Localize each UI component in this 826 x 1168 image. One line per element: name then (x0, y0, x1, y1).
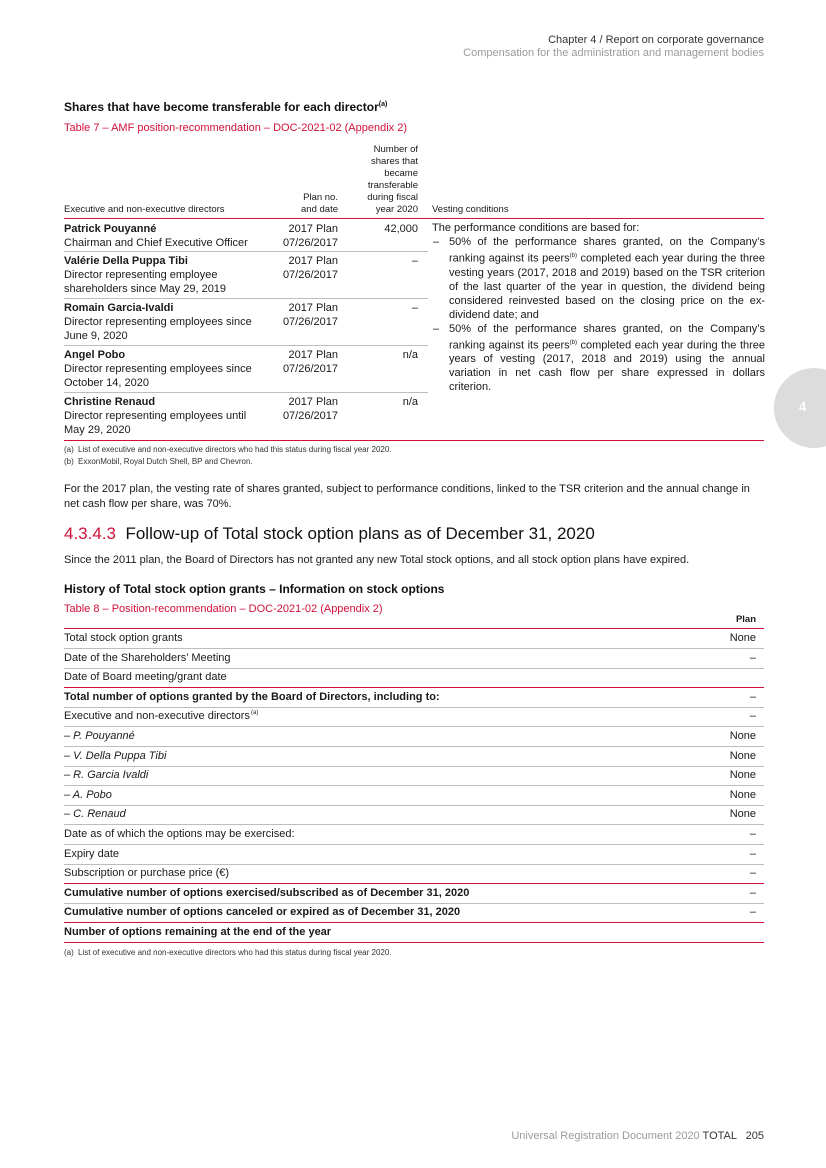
director-name: Valérie Della Puppa Tibi (64, 255, 188, 267)
row-label: – A. Pobo (64, 788, 112, 801)
table-row (64, 786, 764, 806)
list-item: – 50% of the performance shares granted, on the Company’s ranking against its peers$^{(b)}$ completed each year during the three years of vesting (2017, 2018 and 2019) using the annual variation in net cash flow per share expressed in dollars criterion. (433, 322, 766, 394)
row-label: Date as of which the options may be exercised: (64, 828, 295, 840)
footnote: (a) List of executive and non-executive directors who had this status during fiscal year 2020. (64, 445, 392, 454)
header-separator: / (599, 34, 603, 46)
row-value: None (729, 808, 756, 821)
table-row (64, 668, 764, 688)
table-row (64, 688, 764, 708)
body-paragraph: For the 2017 plan, the vesting rate of shares granted, subject to performance conditions, linked to the TSR criterion and the annual change in net cash flow per share, was 70%. (64, 483, 750, 510)
table-row (64, 747, 764, 767)
row-label: – V. Della Puppa Tibi (64, 749, 167, 762)
row-value: – (749, 690, 756, 703)
shares-value: n/a (402, 349, 418, 361)
row-label: Total stock option grants (64, 632, 183, 644)
col-vesting: Vesting conditions (432, 204, 509, 215)
footnote: (a) List of executive and non-executive directors who had this status during fiscal year 2020. (64, 947, 392, 957)
row-label: Subscription or purchase price (€) (64, 867, 230, 880)
plan-name: 2017 Plan (288, 396, 338, 408)
row-label: – R. Garcia Ivaldi (64, 769, 149, 782)
row-label: Executive and non-executive directors (64, 710, 250, 723)
table8-col-plan: Plan (735, 614, 756, 625)
row-value: – (749, 906, 756, 919)
table7-bottom-rule (64, 440, 764, 441)
section-heading (64, 524, 764, 544)
director-role: Director representing employees until May 29, 2020 (64, 410, 247, 436)
shares-value: – (411, 255, 418, 267)
table-row (64, 629, 764, 649)
director-name: Patrick Pouyanné (64, 223, 157, 235)
row-value: None (729, 788, 756, 801)
row-label: – C. Renaud (64, 808, 126, 821)
plan-name: 2017 Plan (288, 255, 338, 267)
row-divider (64, 345, 428, 346)
shares-value: 42,000 (384, 223, 418, 235)
footer-brand: TOTAL (702, 1130, 737, 1142)
section-intro: Since the 2011 plan, the Board of Directors has not granted any new Total stock options, and all stock option plans have expired. (64, 554, 690, 566)
table-row (64, 923, 764, 943)
row-divider (64, 392, 428, 393)
table7-header-rule (64, 218, 764, 219)
plan-name: 2017 Plan (288, 223, 338, 235)
running-header (463, 34, 764, 60)
chapter-tab[interactable] (774, 368, 826, 448)
plan-name: 2017 Plan (288, 302, 338, 314)
row-value: None (729, 730, 756, 742)
row-value: – (749, 651, 756, 664)
row-value: None (729, 769, 756, 782)
row-label: Cumulative number of options canceled or expired as of December 31, 2020 (64, 906, 461, 919)
table-row (64, 884, 764, 904)
row-divider (64, 251, 428, 252)
row-label: Cumulative number of options exercised/subscribed as of December 31, 2020 (64, 886, 470, 899)
page-number: 205 (745, 1130, 764, 1142)
row-divider (64, 298, 428, 299)
chapter-tab-number: 4 (799, 399, 807, 414)
footnote: (b) ExxonMobil, Royal Dutch Shell, BP and Chevron. (64, 457, 253, 466)
plan-date: 07/26/2017 (282, 363, 338, 375)
table-row (64, 766, 764, 786)
table-row (64, 845, 764, 865)
row-label: – P. Pouyanné (64, 730, 135, 742)
vesting-intro: The performance conditions are based for: (432, 222, 640, 234)
table-row (64, 864, 764, 884)
page-footer (511, 1130, 764, 1142)
shares-value: n/a (402, 396, 418, 408)
director-role: Chairman and Chief Executive Officer (64, 237, 248, 249)
row-label: Number of options remaining at the end of the year (64, 926, 332, 938)
row-value: None (729, 632, 756, 644)
plan-date: 07/26/2017 (282, 269, 338, 281)
row-value: – (749, 710, 756, 723)
row-label-note: (a) (251, 710, 259, 717)
row-value: – (749, 886, 756, 899)
row-label: Total number of options granted by the Board of Directors, including to: (64, 690, 440, 703)
table7-title: Table 7 – AMF position-recommendation – DOC-2021-02 (Appendix 2) (64, 122, 408, 134)
plan-name: 2017 Plan (288, 349, 338, 361)
table-row (64, 707, 764, 727)
director-role: Director representing employees since October 14, 2020 (64, 363, 252, 389)
section-title-note: (a) (378, 101, 388, 108)
row-label: Expiry date (64, 847, 120, 860)
director-role: Director representing employee shareholders since May 29, 2019 (64, 269, 227, 295)
table-row (64, 805, 764, 825)
section-heading-text: Follow-up of Total stock option plans as of December 31, 2020 (125, 524, 595, 543)
row-label: Date of the Shareholders’ Meeting (64, 651, 231, 664)
row-label: Date of Board meeting/grant date (64, 671, 227, 684)
vesting-conditions (432, 221, 765, 394)
chapter-label: Chapter 4 (548, 34, 597, 46)
director-name: Romain Garcia-Ivaldi (64, 302, 174, 314)
director-name: Christine Renaud (64, 396, 156, 408)
col-plan: Plan no. and date (301, 192, 338, 215)
section-title: Shares that have become transferable for each director$^{(a)}$ (64, 100, 388, 114)
row-value: – (749, 867, 756, 880)
table8 (64, 614, 764, 957)
list-item: – 50% of the performance shares granted, on the Company’s ranking against its peers$^{(b)}$ completed each year during the three vesting years (2017, 2018 and 2019) based on the TSR criterion of the last quarter of the year in question, the dividend being considered reinvested based on the closing price on the ex-dividend date; and (433, 236, 766, 321)
table-row (64, 727, 764, 747)
table-row (64, 649, 764, 669)
shares-value: – (411, 302, 418, 314)
section-number: 4.3.4.3 (64, 524, 116, 543)
plan-date: 07/26/2017 (282, 410, 338, 422)
col-directors: Executive and non-executive directors (64, 204, 225, 215)
header-subtitle: Compensation for the administration and management bodies (463, 47, 764, 59)
director-name: Angel Pobo (64, 349, 126, 361)
chapter-title: Report on corporate governance (605, 34, 764, 46)
plan-date: 07/26/2017 (282, 316, 338, 328)
table-row (64, 903, 764, 923)
row-value: – (749, 847, 756, 860)
row-value: None (729, 749, 756, 762)
col-shares: Number of shares that became transferable during fiscal year 2020 (367, 144, 418, 215)
table8-title: Table 8 – Position-recommendation – DOC-2021-02 (Appendix 2) (64, 603, 383, 615)
plan-date: 07/26/2017 (282, 237, 338, 249)
table8-subtitle: History of Total stock option grants – Information on stock options (64, 582, 445, 596)
footer-doc-title: Universal Registration Document 2020 (511, 1130, 700, 1142)
row-value: – (749, 828, 756, 840)
director-role: Director representing employees since June 9, 2020 (64, 316, 252, 342)
table-row (64, 825, 764, 845)
